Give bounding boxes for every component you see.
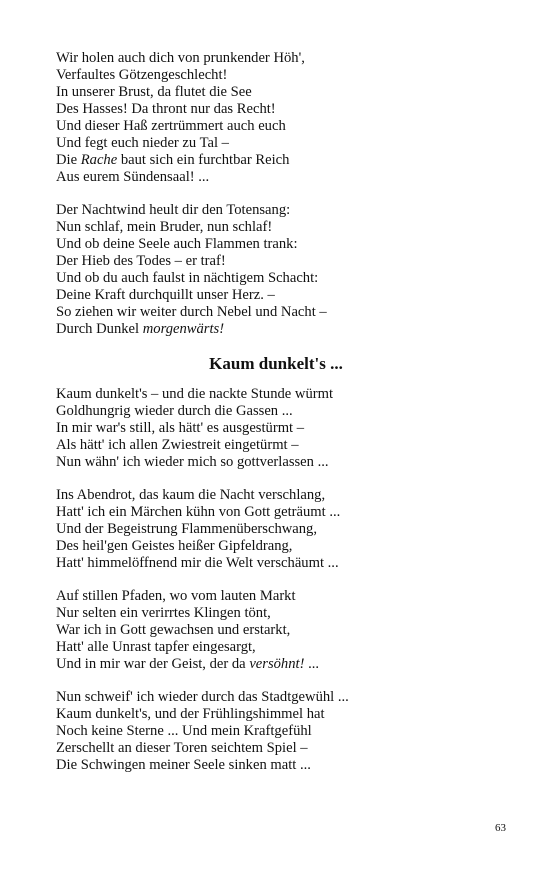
poem-line: In mir war's still, als hätt' es ausgestürmt –	[56, 420, 305, 436]
poem-line: Als hätt' ich allen Zwiestreit eingetürmt –	[56, 437, 299, 453]
poem-line: Nun schlaf, mein Bruder, nun schlaf!	[56, 219, 273, 235]
poem-line: Nun wähn' ich wieder mich so gottverlassen ...	[56, 454, 329, 470]
poem-continuation	[56, 50, 496, 338]
poem-line: Deine Kraft durchquillt unser Herz. –	[56, 287, 275, 303]
poem-line: Verfaultes Götzengeschlecht!	[56, 67, 228, 83]
poem-line: So ziehen wir weiter durch Nebel und Nacht –	[56, 304, 327, 320]
stanza	[56, 386, 496, 471]
poem-line: Nun schweif' ich wieder durch das Stadtgewühl ...	[56, 689, 349, 705]
poem-line	[56, 321, 496, 338]
poem-line: Zerschellt an dieser Toren seichtem Spiel –	[56, 740, 308, 756]
poem-line: Und ob du auch faulst in nächtigem Schacht:	[56, 270, 319, 286]
poem-line: Aus eurem Sündensaal! ...	[56, 169, 210, 185]
stanza	[56, 588, 496, 673]
poem-line: War ich in Gott gewachsen und erstarkt,	[56, 622, 291, 638]
poem-body	[56, 386, 496, 774]
poem-line: Nur selten ein verirrtes Klingen tönt,	[56, 605, 271, 621]
poem-line: Und der Begeistrung Flammenüberschwang,	[56, 521, 318, 537]
line-text: baut sich ein furchtbar Reich	[117, 152, 290, 168]
line-text: Die	[56, 152, 81, 168]
line-text: ...	[304, 656, 320, 672]
poem-line: Hatt' ich ein Märchen kühn von Gott geträumt ...	[56, 504, 341, 520]
poem-line: Die Schwingen meiner Seele sinken matt ...	[56, 757, 311, 773]
poem-line: Goldhungrig wieder durch die Gassen ...	[56, 403, 293, 419]
stanza	[56, 487, 496, 572]
poem-line: Wir holen auch dich von prunkender Höh',	[56, 50, 305, 66]
poem-line: Und ob deine Seele auch Flammen trank:	[56, 236, 298, 252]
poem-line	[56, 656, 496, 673]
poem-line: Kaum dunkelt's – und die nackte Stunde würmt	[56, 386, 334, 402]
poem-line: Des heil'gen Geistes heißer Gipfeldrang,	[56, 538, 293, 554]
poem-line: Auf stillen Pfaden, wo vom lauten Markt	[56, 588, 296, 604]
emphasized-word: versöhnt!	[249, 656, 305, 672]
poem-line: Der Nachtwind heult dir den Totensang:	[56, 202, 291, 218]
poem-line: Des Hasses! Da thront nur das Recht!	[56, 101, 276, 117]
line-text: Und in mir war der Geist, der da	[56, 656, 250, 672]
page-content	[56, 50, 496, 790]
poem-line	[56, 152, 496, 169]
stanza	[56, 689, 496, 774]
emphasized-word: Rache	[80, 152, 118, 168]
poem-line: Ins Abendrot, das kaum die Nacht verschlang,	[56, 487, 326, 503]
poem-line: In unserer Brust, da flutet die See	[56, 84, 252, 100]
stanza	[56, 50, 496, 186]
poem-line: Und dieser Haß zertrümmert auch euch	[56, 118, 286, 134]
line-text: Durch Dunkel	[56, 321, 143, 337]
poem-line: Kaum dunkelt's, und der Frühlingshimmel hat	[56, 706, 325, 722]
poem-line: Hatt' himmelöffnend mir die Welt verschäumt ...	[56, 555, 339, 571]
poem-line: Der Hieb des Todes – er traf!	[56, 253, 226, 269]
page-number: 63	[495, 822, 506, 834]
poem-title: Kaum dunkelt's ...	[209, 354, 343, 373]
poem-line: Und fegt euch nieder zu Tal –	[56, 135, 229, 151]
emphasized-word: morgenwärts!	[142, 321, 225, 337]
poem-line: Noch keine Sterne ... Und mein Kraftgefühl	[56, 723, 312, 739]
poem-line: Hatt' alle Unrast tapfer eingesargt,	[56, 639, 256, 655]
stanza	[56, 202, 496, 338]
